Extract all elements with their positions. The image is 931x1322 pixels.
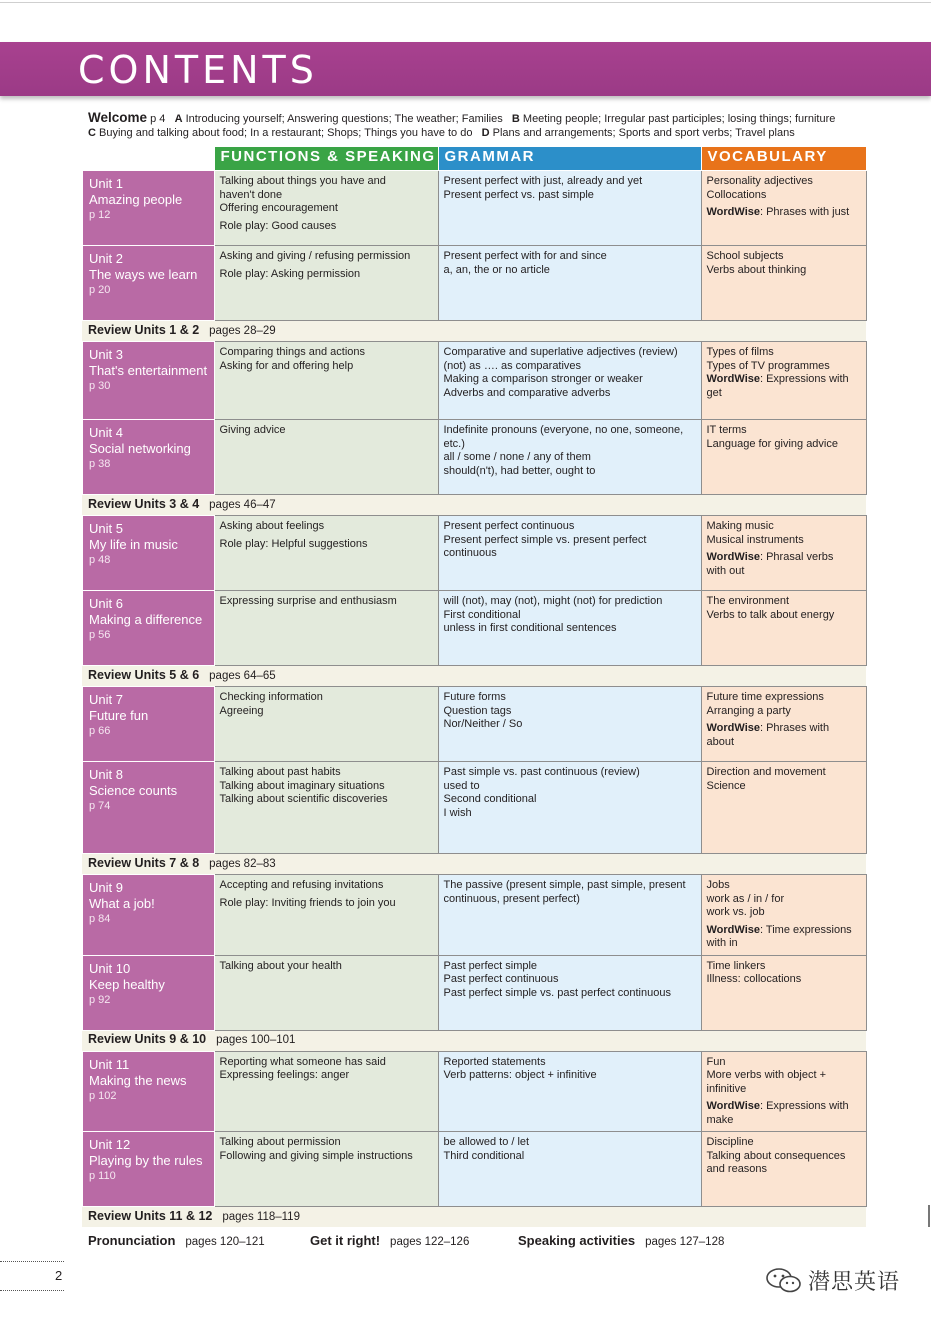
vocabulary-item: Personality adjectives [706, 175, 813, 187]
unit-row [82, 687, 866, 762]
unit-page: p 56 [89, 629, 111, 641]
grammar-cell [438, 1132, 701, 1207]
vocabulary-item: Fun [706, 1055, 726, 1068]
grammar-item: I wish [443, 806, 472, 819]
unit-cell[interactable] [82, 955, 214, 1030]
grammar-cell [438, 955, 701, 1030]
functions-item: Accepting and refusing invitations [219, 879, 384, 891]
page-title: CONTENTS [78, 48, 318, 92]
vocabulary-item: work as / in / for [706, 892, 785, 905]
vocabulary-item: The environment [706, 595, 790, 607]
footer-item[interactable] [518, 1233, 724, 1248]
grammar-item: Future forms [443, 691, 506, 703]
page-number-rule-bottom [0, 1290, 64, 1291]
functions-item: Talking about imaginary situations [219, 779, 385, 792]
welcome-page: p 4 [150, 113, 166, 125]
functions-item: Role play: Helpful suggestions [219, 537, 368, 550]
vocabulary-item: WordWise: Expressions with [706, 1100, 849, 1112]
welcome-text-a: Introducing yourself; Answering questions; The weather; Families [185, 113, 503, 125]
unit-number: Unit 7 [89, 692, 123, 707]
review-pages: pages 118–119 [222, 1210, 300, 1223]
grammar-cell [438, 762, 701, 854]
vocabulary-item: WordWise: Time expressions [706, 923, 852, 936]
review-pages: pages 100–101 [216, 1034, 296, 1047]
unit-title: The ways we learn [89, 267, 198, 282]
grammar-item: all / some / none / any of them [443, 451, 591, 463]
unit-cell[interactable] [82, 875, 214, 956]
functions-cell [214, 246, 438, 321]
vocabulary-item: School subjects [706, 250, 784, 262]
vocabulary-item: get [706, 386, 722, 399]
vocabulary-item: Verbs to talk about energy [706, 608, 835, 621]
review-cell [82, 854, 866, 875]
grammar-item: a, an, the or no article [443, 263, 550, 276]
functions-item: Asking for and offering help [219, 359, 354, 372]
review-cell [82, 1207, 866, 1228]
review-pages: pages 46–47 [209, 498, 276, 511]
review-title: Review Units 1 & 2 [88, 322, 200, 337]
functions-item: Talking about past habits [219, 766, 341, 778]
vocabulary-item: Language for giving advice [706, 437, 838, 450]
unit-title: Playing by the rules [89, 1153, 203, 1168]
unit-title: What a job! [89, 896, 155, 911]
unit-page: p 92 [89, 993, 111, 1006]
grammar-cell [438, 875, 701, 956]
grammar-item: Making a comparison stronger or weaker [443, 373, 643, 385]
vocabulary-cell [701, 516, 866, 591]
grammar-item: Third conditional [443, 1149, 525, 1162]
unit-number: Unit 11 [89, 1056, 130, 1072]
functions-cell [214, 955, 438, 1030]
unit-number: Unit 6 [89, 596, 123, 611]
review-title: Review Units 5 & 6 [88, 667, 200, 682]
unit-row [82, 762, 866, 854]
unit-cell[interactable] [82, 591, 214, 666]
grammar-item: will (not), may (not), might (not) for prediction [443, 595, 663, 607]
grammar-item: Adverbs and comparative adverbs [443, 386, 611, 399]
vocabulary-cell [701, 1051, 866, 1132]
grammar-item: The passive (present simple, past simple, present [443, 879, 686, 891]
welcome-letter-a: A [174, 113, 183, 125]
functions-item: Reporting what someone has said [219, 1055, 386, 1068]
unit-title: Future fun [89, 708, 149, 723]
review-title: Review Units 9 & 10 [88, 1032, 207, 1047]
unit-row [82, 875, 866, 956]
grammar-cell [438, 171, 701, 246]
unit-cell[interactable] [82, 171, 214, 246]
page-number-rule-top [0, 1261, 64, 1262]
vocabulary-item: about [706, 735, 735, 748]
table-header-row [82, 147, 866, 171]
review-title: Review Units 3 & 4 [88, 496, 200, 511]
functions-cell [214, 171, 438, 246]
vocabulary-cell [701, 875, 866, 956]
review-row [82, 495, 866, 516]
unit-number: Unit 12 [89, 1137, 131, 1152]
vocabulary-item: WordWise: Expressions with [706, 373, 849, 385]
vocabulary-item: with in [706, 937, 738, 949]
grammar-item: Reported statements [443, 1055, 546, 1068]
unit-title: Making the news [89, 1072, 187, 1088]
unit-row [82, 1132, 866, 1207]
unit-row [82, 420, 866, 495]
grammar-cell [438, 246, 701, 321]
unit-cell[interactable] [82, 687, 214, 762]
unit-page: p 74 [89, 800, 111, 812]
unit-title: That's entertainment [89, 363, 208, 378]
welcome-text-c: Buying and talking about food; In a restaurant; Shops; Things you have to do [99, 127, 473, 139]
vocabulary-item: WordWise: Phrases with [706, 722, 830, 734]
unit-page: p 20 [89, 284, 111, 296]
welcome-letter-b: B [511, 113, 520, 125]
functions-cell [214, 1132, 438, 1207]
vocabulary-cell [701, 762, 866, 854]
unit-number: Unit 4 [89, 425, 123, 440]
footer-item[interactable] [88, 1233, 310, 1248]
vocabulary-item: Jobs [706, 879, 730, 891]
footer-pages: pages 122–126 [390, 1236, 470, 1248]
grammar-item: Verb patterns: object + infinitive [443, 1069, 597, 1081]
vocabulary-item: Verbs about thinking [706, 263, 807, 276]
unit-title: Science counts [89, 783, 178, 798]
functions-item: Giving advice [219, 424, 286, 436]
unit-number: Unit 3 [89, 347, 123, 362]
welcome-section [88, 111, 868, 140]
header-functions: FUNCTIONS & SPEAKING [214, 147, 438, 171]
review-row [82, 1030, 866, 1051]
unit-row [82, 171, 866, 246]
functions-item: Asking about feelings [219, 520, 325, 532]
review-row [82, 666, 866, 687]
functions-cell [214, 1051, 438, 1132]
grammar-cell [438, 420, 701, 495]
grammar-item: (not) as …. as comparatives [443, 359, 582, 372]
header-vocabulary: VOCABULARY [701, 147, 866, 171]
grammar-cell [438, 1051, 701, 1132]
review-row [82, 321, 866, 342]
unit-row [82, 516, 866, 591]
review-title: Review Units 7 & 8 [88, 855, 200, 870]
grammar-cell [438, 591, 701, 666]
vocabulary-item: WordWise: Phrases with just [706, 206, 850, 218]
unit-page: p 38 [89, 458, 111, 470]
footer-links [88, 1233, 724, 1248]
grammar-item: Present perfect with for and since [443, 250, 607, 262]
grammar-item: Past perfect continuous [443, 973, 559, 985]
vocabulary-item: with out [706, 564, 745, 577]
unit-number: Unit 5 [89, 521, 123, 536]
functions-item: Role play: Inviting friends to join you [219, 896, 396, 909]
footer-pages: pages 120–121 [185, 1236, 265, 1248]
grammar-item: Past perfect simple vs. past perfect continuous [443, 986, 671, 999]
review-pages: pages 82–83 [209, 857, 276, 870]
grammar-item: Present perfect with just, already and yet [443, 175, 643, 187]
review-cell [82, 495, 866, 516]
review-cell [82, 1030, 866, 1051]
functions-item: Asking and giving / refusing permission [219, 250, 411, 262]
top-rule [0, 2, 931, 3]
contents-banner [0, 42, 931, 96]
vocabulary-item: Illness: collocations [706, 973, 802, 985]
grammar-item: Past perfect simple [443, 959, 538, 972]
unit-page: p 110 [89, 1170, 116, 1182]
grammar-cell [438, 516, 701, 591]
vocabulary-item: Science [706, 779, 746, 792]
unit-cell[interactable] [82, 1051, 214, 1132]
vocabulary-item: and reasons [706, 1163, 768, 1175]
functions-cell [214, 420, 438, 495]
review-cell [82, 321, 866, 342]
functions-cell [214, 762, 438, 854]
functions-item: Expressing surprise and enthusiasm [219, 595, 397, 607]
unit-number: Unit 10 [89, 960, 131, 976]
unit-cell[interactable] [82, 1132, 214, 1207]
review-row [82, 854, 866, 875]
functions-cell [214, 591, 438, 666]
functions-item: Talking about permission [219, 1136, 341, 1148]
watermark-text: 潜思英语 [808, 1270, 901, 1295]
unit-page: p 30 [89, 380, 111, 392]
vocabulary-cell [701, 342, 866, 420]
footer-title: Get it right! [310, 1233, 381, 1248]
unit-page: p 66 [89, 725, 111, 737]
functions-item: Expressing feelings: anger [219, 1069, 350, 1081]
unit-title: Making a difference [89, 612, 203, 627]
functions-item: Role play: Asking permission [219, 267, 361, 280]
grammar-item: Present perfect vs. past simple [443, 188, 594, 201]
functions-cell [214, 342, 438, 420]
vocabulary-item: More verbs with object + [706, 1069, 827, 1081]
vocabulary-cell [701, 591, 866, 666]
unit-number: Unit 1 [89, 176, 123, 191]
vocabulary-cell [701, 246, 866, 321]
unit-row [82, 1051, 866, 1132]
unit-cell[interactable] [82, 420, 214, 495]
unit-cell[interactable] [82, 246, 214, 321]
grammar-item: Past simple vs. past continuous (review) [443, 766, 640, 778]
grammar-item: First conditional [443, 608, 521, 621]
footer-title: Speaking activities [518, 1233, 636, 1248]
functions-cell [214, 516, 438, 591]
unit-page: p 48 [89, 554, 111, 566]
header-grammar: GRAMMAR [438, 147, 701, 171]
vocabulary-item: Time linkers [706, 959, 766, 972]
vocabulary-cell [701, 687, 866, 762]
unit-number: Unit 9 [89, 880, 123, 895]
grammar-item: Question tags [443, 704, 512, 717]
footer-title: Pronunciation [88, 1233, 176, 1248]
grammar-item: Second conditional [443, 793, 537, 805]
functions-item: Comparing things and actions [219, 346, 366, 358]
grammar-item: should(n't), had better, ought to [443, 464, 596, 477]
contents-table [81, 146, 867, 1227]
review-cell [82, 666, 866, 687]
unit-page: p 102 [89, 1089, 117, 1102]
unit-page: p 12 [89, 209, 111, 221]
vocabulary-item: Collocations [706, 188, 767, 201]
welcome-title: Welcome [88, 110, 148, 125]
functions-item: Offering encouragement [219, 202, 338, 214]
functions-item: Role play: Good causes [219, 219, 337, 232]
functions-cell [214, 687, 438, 762]
grammar-item: Comparative and superlative adjectives (review) [443, 346, 678, 358]
vocabulary-item: IT terms [706, 424, 747, 436]
unit-row [82, 955, 866, 1030]
unit-number: Unit 8 [89, 767, 123, 782]
wechat-icon [764, 1266, 804, 1296]
vocabulary-item: infinitive [706, 1082, 747, 1095]
unit-title: Amazing people [89, 192, 183, 207]
functions-cell [214, 875, 438, 956]
functions-item: Checking information [219, 691, 323, 703]
welcome-text-d: Plans and arrangements; Sports and sport verbs; Travel plans [492, 127, 795, 139]
unit-title: My life in music [89, 537, 178, 552]
vocabulary-cell [701, 955, 866, 1030]
unit-title: Social networking [89, 441, 191, 456]
functions-item: Talking about scientific discoveries [219, 793, 388, 805]
welcome-letter-d: D [481, 127, 490, 139]
vocabulary-item: work vs. job [706, 906, 765, 918]
functions-item: Talking about things you have and [219, 175, 386, 187]
grammar-item: Present perfect simple vs. present perfect [443, 533, 647, 546]
review-row [82, 1207, 866, 1228]
vocabulary-item: Making music [706, 520, 774, 532]
unit-page: p 84 [89, 913, 111, 925]
grammar-item: Indefinite pronouns (everyone, no one, someone, etc.) [443, 424, 684, 450]
vocabulary-cell [701, 1132, 866, 1207]
functions-item: haven't done [219, 188, 283, 201]
vocabulary-cell [701, 420, 866, 495]
footer-item[interactable] [310, 1233, 518, 1248]
margin-mark [928, 1205, 930, 1227]
vocabulary-item: Arranging a party [706, 704, 791, 717]
grammar-item: continuous, present perfect) [443, 892, 580, 905]
grammar-item: used to [443, 779, 480, 792]
review-title: Review Units 11 & 12 [88, 1208, 213, 1223]
review-pages: pages 64–65 [209, 669, 276, 682]
vocabulary-item: Direction and movement [706, 766, 826, 778]
watermark [764, 1265, 900, 1296]
grammar-cell [438, 687, 701, 762]
vocabulary-item: make [706, 1113, 734, 1126]
unit-cell[interactable] [82, 762, 214, 854]
vocabulary-item: Musical instruments [706, 533, 804, 546]
unit-title: Keep healthy [89, 976, 165, 992]
grammar-item: Present perfect continuous [443, 520, 575, 532]
grammar-item: Nor/Neither / So [443, 718, 523, 730]
grammar-cell [438, 342, 701, 420]
unit-row [82, 591, 866, 666]
welcome-letter-c: C [88, 127, 96, 139]
grammar-item: continuous [443, 547, 497, 559]
review-pages: pages 28–29 [209, 324, 276, 337]
unit-cell[interactable] [82, 342, 214, 420]
welcome-text-b: Meeting people; Irregular past participles; losing things; furniture [522, 113, 836, 125]
functions-item: Agreeing [219, 704, 264, 717]
functions-item: Talking about your health [219, 959, 342, 972]
unit-cell[interactable] [82, 516, 214, 591]
footer-pages: pages 127–128 [645, 1236, 725, 1248]
contents-body [82, 171, 866, 1228]
vocabulary-item: Types of films [706, 346, 774, 358]
vocabulary-item: Future time expressions [706, 691, 824, 703]
vocabulary-cell [701, 171, 866, 246]
grammar-item: be allowed to / let [443, 1136, 530, 1148]
unit-row [82, 246, 866, 321]
vocabulary-item: Types of TV programmes [706, 359, 830, 372]
grammar-item: unless in first conditional sentences [443, 622, 617, 634]
vocabulary-item: WordWise: Phrasal verbs [706, 551, 834, 563]
page-number: 2 [55, 1268, 63, 1283]
vocabulary-item: Discipline [706, 1136, 754, 1148]
vocabulary-item: Talking about consequences [706, 1149, 846, 1162]
unit-number: Unit 2 [89, 251, 123, 266]
unit-row [82, 342, 866, 420]
functions-item: Following and giving simple instructions [219, 1149, 413, 1162]
